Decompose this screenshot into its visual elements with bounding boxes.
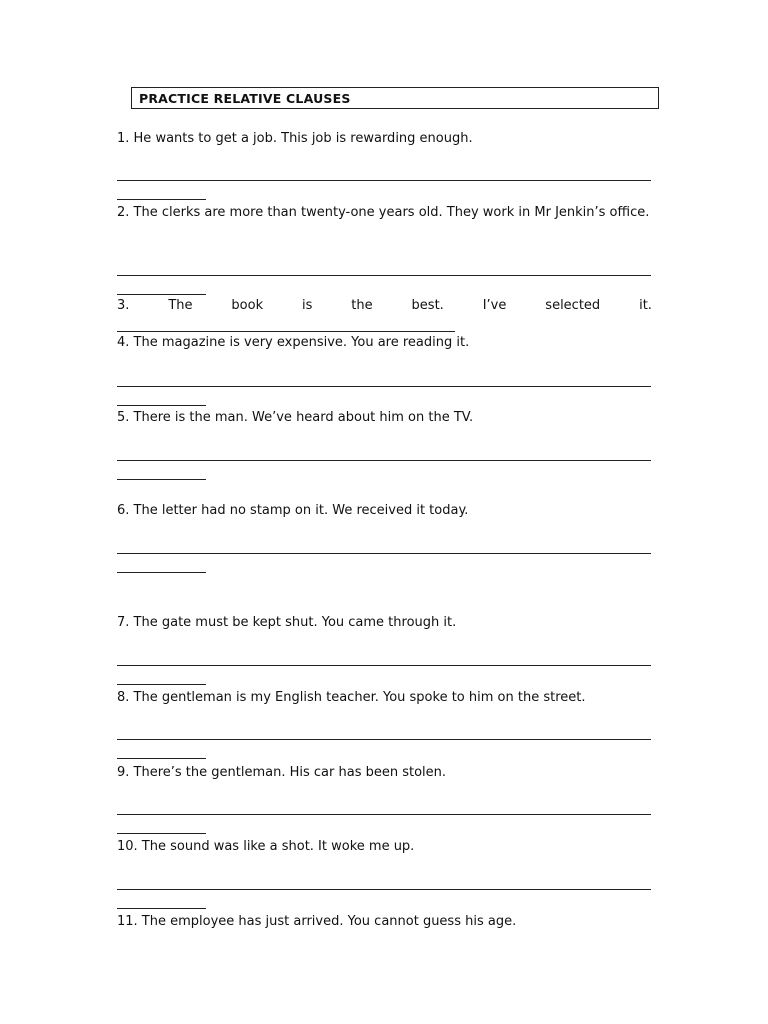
answer-line-10b[interactable] bbox=[117, 908, 206, 909]
answer-line-6a[interactable] bbox=[117, 553, 651, 554]
answer-line-3[interactable] bbox=[117, 331, 455, 332]
answer-line-5b[interactable] bbox=[117, 479, 206, 480]
answer-line-9b[interactable] bbox=[117, 833, 206, 834]
question-3-word: I’ve bbox=[482, 298, 507, 313]
question-3-word: best. bbox=[411, 298, 444, 313]
question-5: 5. There is the man. We’ve heard about him on the TV. bbox=[117, 410, 474, 425]
question-3-word: selected bbox=[545, 298, 601, 313]
question-4: 4. The magazine is very expensive. You are reading it. bbox=[117, 335, 470, 350]
question-3-word: The bbox=[168, 298, 193, 313]
answer-line-1b[interactable] bbox=[117, 199, 206, 200]
question-3-word: it. bbox=[639, 298, 652, 313]
answer-line-7a[interactable] bbox=[117, 665, 651, 666]
answer-line-7b[interactable] bbox=[117, 684, 206, 685]
answer-line-4b[interactable] bbox=[117, 405, 206, 406]
answer-line-2b[interactable] bbox=[117, 294, 206, 295]
answer-line-8a[interactable] bbox=[117, 739, 651, 740]
answer-line-6b[interactable] bbox=[117, 572, 206, 573]
question-3-word: book bbox=[231, 298, 264, 313]
answer-line-4a[interactable] bbox=[117, 386, 651, 387]
question-7: 7. The gate must be kept shut. You came through it. bbox=[117, 615, 457, 630]
title-box bbox=[131, 87, 659, 109]
answer-line-8b[interactable] bbox=[117, 758, 206, 759]
question-9: 9. There’s the gentleman. His car has been stolen. bbox=[117, 765, 447, 780]
question-3-word: the bbox=[351, 298, 373, 313]
question-3-word: 3. bbox=[117, 298, 130, 313]
question-11: 11. The employee has just arrived. You cannot guess his age. bbox=[117, 914, 517, 929]
answer-line-10a[interactable] bbox=[117, 889, 651, 890]
answer-line-2a[interactable] bbox=[117, 275, 651, 276]
question-1: 1. He wants to get a job. This job is rewarding enough. bbox=[117, 131, 473, 146]
worksheet-title: PRACTICE RELATIVE CLAUSES bbox=[139, 91, 351, 106]
question-10: 10. The sound was like a shot. It woke me up. bbox=[117, 839, 415, 854]
answer-line-9a[interactable] bbox=[117, 814, 651, 815]
question-6: 6. The letter had no stamp on it. We received it today. bbox=[117, 503, 469, 518]
question-3-word: is bbox=[302, 298, 313, 313]
question-3 bbox=[117, 296, 652, 315]
answer-line-1a[interactable] bbox=[117, 180, 651, 181]
question-8: 8. The gentleman is my English teacher. You spoke to him on the street. bbox=[117, 690, 586, 705]
answer-line-5a[interactable] bbox=[117, 460, 651, 461]
question-2: 2. The clerks are more than twenty-one years old. They work in Mr Jenkin’s office. bbox=[117, 205, 650, 220]
